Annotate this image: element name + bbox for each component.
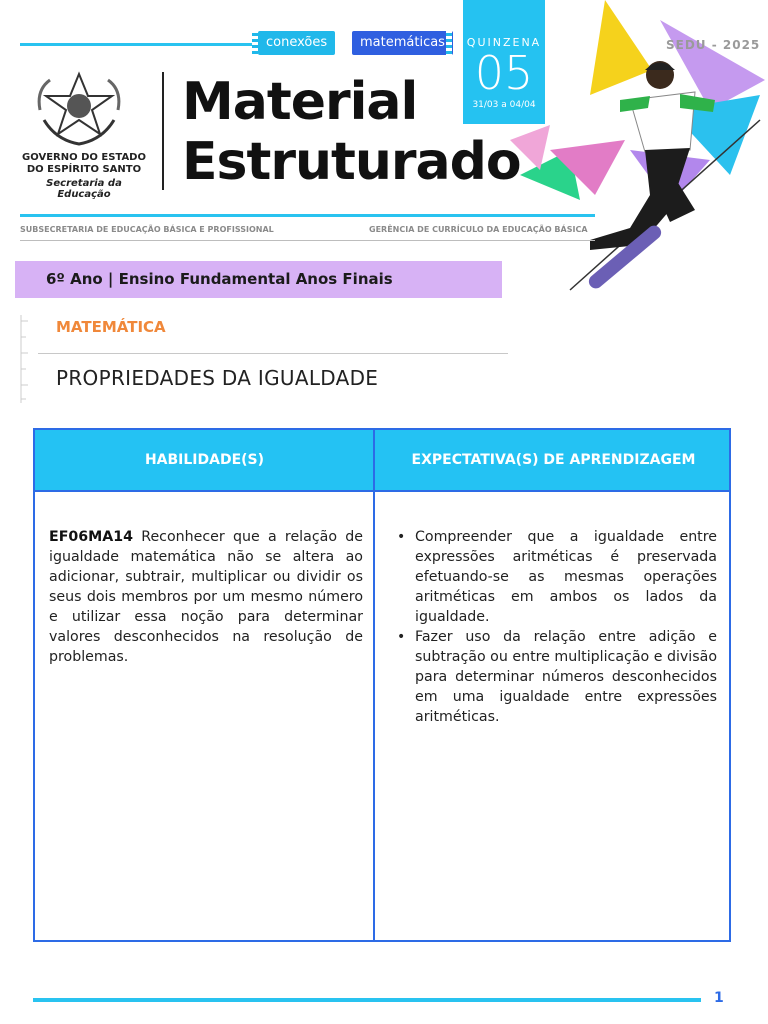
table-header-skills: HABILIDADE(S): [144, 452, 265, 468]
subheader-line: [20, 214, 595, 217]
subheader-bottom-line: [20, 240, 595, 241]
secretaria-name: Secretaria da Educação: [46, 178, 122, 200]
quinzena-number: 05: [474, 46, 534, 100]
sedu-year: SEDU - 2025: [666, 38, 761, 52]
yellow-triangle-shape: [590, 0, 652, 95]
skills-table: [33, 428, 731, 942]
subject-title: MATEMÁTICA: [56, 318, 166, 336]
coat-of-arms-icon: [36, 70, 122, 150]
ruler-decoration-icon: [18, 315, 30, 403]
skill-code: EF06MA14: [49, 529, 133, 545]
header-top-line: [20, 43, 258, 46]
subject-divider: [38, 353, 508, 354]
title-line-1: Material: [182, 72, 418, 132]
table-header-row: [35, 430, 729, 492]
grade-label: 6º Ano | Ensino Fundamental Anos Finais: [46, 270, 393, 288]
tag-edge-right: [446, 30, 452, 56]
list-item: • Compreender que a igualdade entre expressões aritméticas é preservada efetuando-se as mesmas operações aritméticas em ambos os lados da igualdade.: [397, 527, 717, 627]
tag-matematicas: matemáticas: [352, 31, 453, 55]
gov-line-2: DO ESPÍRITO SANTO: [26, 164, 142, 175]
topic-title: PROPRIEDADES DA IGUALDADE: [56, 366, 379, 390]
skill-cell: [49, 527, 363, 667]
skill-text: Reconhecer que a relação de igualdade matemática não se altera ao adicionar, subtrair, multiplicar ou dividir os seus dois membros por um mesmo número e utilizar essa noção para determinar valores desconhecidos na resolução de problemas.: [49, 529, 363, 665]
footer-line: [33, 998, 701, 1002]
quinzena-label: QUINZENA: [466, 36, 542, 49]
government-name: [20, 152, 148, 176]
gerencia-label: GERÊNCIA DE CURRÍCULO DA EDUCAÇÃO BÁSICA: [369, 225, 588, 234]
header-divider: [162, 72, 164, 190]
table-header-expectations: EXPECTATIVA(S) DE APRENDIZAGEM: [411, 452, 696, 468]
subsecretaria-label: SUBSECRETARIA DE EDUCAÇÃO BÁSICA E PROFISSIONAL: [20, 225, 274, 234]
gov-line-1: GOVERNO DO ESTADO: [22, 152, 146, 163]
expectations-list: [397, 527, 717, 727]
quinzena-dates: 31/03 a 04/04: [472, 100, 536, 110]
skater-helmet: [645, 63, 675, 71]
list-item: • Fazer uso da relação entre adição e subtração ou entre multiplicação e divisão para determinar números desconhecidos em uma igualdade entre expressões aritméticas.: [397, 627, 717, 727]
page-number: 1: [714, 990, 724, 1006]
table-column-divider: [373, 430, 375, 940]
title-line-2: Estruturado: [182, 132, 521, 192]
tag-conexoes: conexões: [258, 31, 335, 55]
